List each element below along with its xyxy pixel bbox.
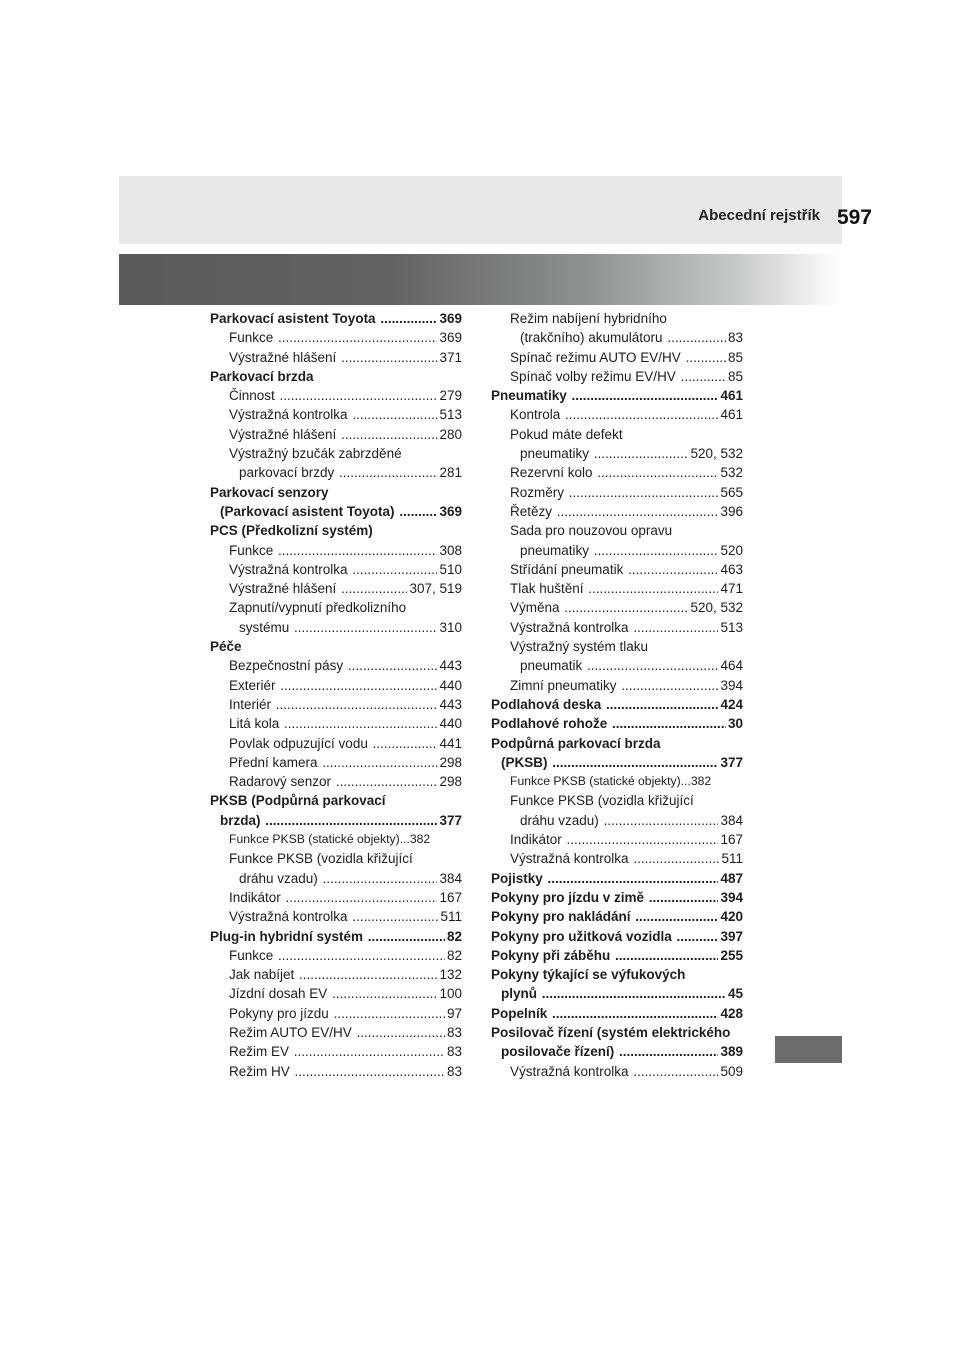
index-entry-text: Přední kamera xyxy=(229,754,318,770)
index-column-right xyxy=(491,309,743,1081)
index-entry xyxy=(210,328,462,347)
index-entry-page: 384 xyxy=(718,811,743,830)
index-entry-page: 424 xyxy=(718,695,743,714)
index-entry xyxy=(210,541,462,560)
index-entry-text: Výstražný bzučák zabrzděné xyxy=(229,446,402,462)
index-entry xyxy=(491,791,743,810)
index-entry-page: 307, 519 xyxy=(407,579,462,598)
index-entry-text: pneumatik xyxy=(520,658,583,674)
index-entry-text: Plug-in hybridní systém xyxy=(210,928,364,944)
index-entry-text: Parkovací brzda xyxy=(210,368,314,384)
index-entry-text: Řetězy xyxy=(510,503,553,519)
index-entry-text: dráhu vzadu) xyxy=(520,812,599,828)
index-entry xyxy=(491,405,743,424)
index-entry xyxy=(491,560,743,579)
index-entry-page: 487 xyxy=(718,869,743,888)
index-entry xyxy=(491,1042,743,1061)
index-entry-text: Sada pro nouzovou opravu xyxy=(510,523,673,539)
index-entry-text: Povlak odpuzující vodu xyxy=(229,735,368,751)
index-entry xyxy=(210,1042,462,1061)
index-entry-text: dráhu vzadu) xyxy=(239,870,318,886)
index-entry-text: Jízdní dosah EV xyxy=(229,986,328,1002)
index-entry-page: 441 xyxy=(437,734,462,753)
index-entry-page: 85 xyxy=(726,348,743,367)
index-entry-text: Funkce PKSB (vozidla křižující xyxy=(510,793,694,809)
index-entry-text: Bezpečnostní pásy xyxy=(229,658,344,674)
index-entry xyxy=(210,849,462,868)
index-entry xyxy=(210,405,462,424)
index-entry xyxy=(491,1004,743,1023)
index-entry-text: pneumatiky xyxy=(520,542,590,558)
index-entry xyxy=(491,695,743,714)
index-entry-page: 565 xyxy=(718,483,743,502)
index-entry-page: 83 xyxy=(726,328,743,347)
index-entry-text: Výstražný systém tlaku xyxy=(510,639,649,655)
index-entry-text: Funkce xyxy=(229,542,274,558)
index-entry xyxy=(210,753,462,772)
index-entry xyxy=(491,425,743,444)
index-entry-text: Činnost xyxy=(229,388,275,404)
index-entry-page: 83 xyxy=(445,1042,462,1061)
index-entry xyxy=(210,444,462,463)
index-entry-text: Exteriér xyxy=(229,677,276,693)
index-entry-text: Pokyny pro nakládání xyxy=(491,909,631,925)
index-entry xyxy=(210,714,462,733)
chapter-tab xyxy=(775,1036,842,1063)
index-entry-text: Rezervní kolo xyxy=(510,465,593,481)
index-entry-text: systému xyxy=(239,619,290,635)
index-entry-text: Pokyny pro jízdu v zimě xyxy=(491,889,645,905)
index-entry-page: 369 xyxy=(437,328,462,347)
index-entry xyxy=(491,348,743,367)
index-entry xyxy=(210,521,462,540)
index-entry-text: Výstražná kontrolka xyxy=(510,619,629,635)
index-entry-page: 443 xyxy=(437,695,462,714)
index-entry-page: 511 xyxy=(438,907,462,926)
index-entry xyxy=(491,830,743,849)
index-entry-page: 471 xyxy=(718,579,743,598)
index-entry-text: Spínač volby režimu EV/HV xyxy=(510,368,676,384)
index-entry-page: 280 xyxy=(437,425,462,444)
index-entry-text: Výstražné hlášení xyxy=(229,426,337,442)
index-entry-text: (PKSB) xyxy=(501,754,548,770)
index-entry xyxy=(210,946,462,965)
index-entry-text: Interiér xyxy=(229,696,272,712)
index-entry xyxy=(210,502,462,521)
index-entry xyxy=(210,984,462,1003)
index-entry-page: 369 xyxy=(437,309,462,328)
index-entry-page: 394 xyxy=(718,888,743,907)
index-entry xyxy=(491,637,743,656)
index-entry-page: 298 xyxy=(437,772,462,791)
index-entry-page: 255 xyxy=(718,946,743,965)
index-entry xyxy=(210,425,462,444)
index-entry-page: 513 xyxy=(437,405,462,424)
index-entry xyxy=(491,772,743,791)
index-entry-text: brzda) xyxy=(220,812,261,828)
index-entry-page: 520, 532 xyxy=(688,598,743,617)
index-entry xyxy=(491,463,743,482)
index-entry-page: 510 xyxy=(437,560,462,579)
index-entry xyxy=(210,656,462,675)
index-entry xyxy=(491,946,743,965)
index-entry-text: Výstražná kontrolka xyxy=(229,561,348,577)
index-entry xyxy=(491,1023,743,1042)
index-entry xyxy=(210,1023,462,1042)
index-entry-text: Režim HV xyxy=(229,1063,290,1079)
index-entry xyxy=(491,386,743,405)
index-entry-page: 85 xyxy=(726,367,743,386)
index-entry-text: Pokyny při záběhu xyxy=(491,947,611,963)
index-entry-text: Funkce PKSB (statické objekty)...382 xyxy=(510,774,712,789)
header-banner xyxy=(119,254,842,305)
index-entry-page: 513 xyxy=(718,618,743,637)
index-entry-page: 298 xyxy=(437,753,462,772)
index-entry xyxy=(491,927,743,946)
index-entry-page: 82 xyxy=(445,927,462,946)
index-entry xyxy=(491,367,743,386)
index-entry xyxy=(210,791,462,810)
index-entry xyxy=(210,869,462,888)
index-entry-text: Jak nabíjet xyxy=(229,967,295,983)
index-entry-page: 463 xyxy=(718,560,743,579)
index-entry xyxy=(491,656,743,675)
index-entry-text: Funkce xyxy=(229,330,274,346)
index-entry-text: (Parkovací asistent Toyota) xyxy=(220,503,395,519)
index-entry xyxy=(210,637,462,656)
index-entry xyxy=(210,598,462,617)
index-entry-page: 371 xyxy=(437,348,462,367)
index-entry xyxy=(210,811,462,830)
index-entry-text: Indikátor xyxy=(229,889,281,905)
index-entry-text: Péče xyxy=(210,639,242,655)
page-number: 597 xyxy=(836,206,872,229)
index-entry xyxy=(210,348,462,367)
index-column-left xyxy=(210,309,462,1081)
index-entry-page: 443 xyxy=(437,656,462,675)
index-entry xyxy=(210,888,462,907)
index-entry xyxy=(210,830,462,849)
index-entry-text: Podpůrná parkovací brzda xyxy=(491,735,661,751)
index-entry-text: Podlahové rohože xyxy=(491,716,608,732)
index-entry-text: Režim AUTO EV/HV xyxy=(229,1024,352,1040)
index-entry-text: PKSB (Podpůrná parkovací xyxy=(210,793,386,809)
index-entry-page: 167 xyxy=(437,888,462,907)
index-entry xyxy=(491,309,743,328)
index-entry xyxy=(491,965,743,984)
index-entry-text: Výměna xyxy=(510,600,560,616)
index-entry xyxy=(210,907,462,926)
index-entry-page: 279 xyxy=(437,386,462,405)
index-entry xyxy=(210,309,462,328)
index-entry-page: 83 xyxy=(445,1023,462,1042)
index-entry-page: 396 xyxy=(718,502,743,521)
index-entry-text: Zapnutí/vypnutí předkolizního xyxy=(229,600,407,616)
index-entry-page: 308 xyxy=(437,541,462,560)
index-entry xyxy=(210,579,462,598)
index-entry xyxy=(210,965,462,984)
index-entry xyxy=(210,560,462,579)
index-entry-page: 428 xyxy=(718,1004,743,1023)
index-entry-page: 464 xyxy=(718,656,743,675)
index-entry-page: 310 xyxy=(437,618,462,637)
index-entry xyxy=(210,367,462,386)
index-entry xyxy=(491,811,743,830)
index-entry xyxy=(491,888,743,907)
index-entry-page: 511 xyxy=(719,849,743,868)
index-entry-text: Funkce PKSB (vozidla křižující xyxy=(229,851,413,867)
index-entry xyxy=(491,753,743,772)
index-entry xyxy=(491,521,743,540)
index-entry-text: Pneumatiky xyxy=(491,388,567,404)
index-entry-page: 397 xyxy=(718,927,743,946)
index-entry-text: Parkovací senzory xyxy=(210,484,329,500)
index-entry-text: Pokyny týkající se výfukových xyxy=(491,967,686,983)
index-entry xyxy=(491,541,743,560)
index-entry-text: parkovací brzdy xyxy=(239,465,335,481)
index-entry xyxy=(491,676,743,695)
index-entry-page: 440 xyxy=(437,676,462,695)
index-entry-text: Podlahová deska xyxy=(491,696,602,712)
index-entry-text: Střídání pneumatik xyxy=(510,561,624,577)
index-entry xyxy=(210,1062,462,1081)
index-entry-page: 509 xyxy=(718,1062,743,1081)
index-entry-page: 30 xyxy=(726,714,743,733)
index-entry xyxy=(491,444,743,463)
index-entry-text: Výstražná kontrolka xyxy=(229,909,348,925)
index-entry-text: Pokud máte defekt xyxy=(510,426,623,442)
index-entry-text: Režim EV xyxy=(229,1044,290,1060)
index-entry-text: Litá kola xyxy=(229,716,280,732)
index-entry-page: 377 xyxy=(718,753,743,772)
index-entry-page: 520, 532 xyxy=(688,444,743,463)
index-entry-text: Výstražné hlášení xyxy=(229,349,337,365)
index-entry-page: 97 xyxy=(445,1004,462,1023)
index-entry-text: posilovače řízení) xyxy=(501,1044,615,1060)
index-entry xyxy=(210,772,462,791)
index-entry-page: 167 xyxy=(718,830,743,849)
index-entry xyxy=(491,579,743,598)
index-entry-text: Výstražná kontrolka xyxy=(510,851,629,867)
index-entry xyxy=(491,714,743,733)
index-entry-page: 461 xyxy=(718,386,743,405)
index-entry xyxy=(491,907,743,926)
index-entry-text: Kontrola xyxy=(510,407,561,423)
index-entry-text: pneumatiky xyxy=(520,446,590,462)
index-entry-page: 100 xyxy=(437,984,462,1003)
index-entry-page: 394 xyxy=(718,676,743,695)
index-entry-page: 377 xyxy=(437,811,462,830)
index-entry-text: Výstražná kontrolka xyxy=(229,407,348,423)
index-entry-page: 440 xyxy=(437,714,462,733)
index-entry xyxy=(210,676,462,695)
index-entry-page: 420 xyxy=(718,907,743,926)
index-entry xyxy=(210,1004,462,1023)
index-entry-page: 83 xyxy=(445,1062,462,1081)
index-entry xyxy=(491,618,743,637)
index-entry-text: Výstražná kontrolka xyxy=(510,1063,629,1079)
index-entry-text: Parkovací asistent Toyota xyxy=(210,311,376,326)
index-entry xyxy=(491,598,743,617)
index-entry-text: Radarový senzor xyxy=(229,774,332,790)
index-entry-page: 461 xyxy=(718,405,743,424)
index-entry xyxy=(491,849,743,868)
index-entry xyxy=(491,984,743,1003)
index-entry-text: Spínač režimu AUTO EV/HV xyxy=(510,349,681,365)
index-entry xyxy=(491,1062,743,1081)
index-entry-text: Režim nabíjení hybridního xyxy=(510,311,667,326)
index-entry xyxy=(210,734,462,753)
index-entry-text: Výstražné hlášení xyxy=(229,581,337,597)
index-entry-text: Rozměry xyxy=(510,484,565,500)
index-entry-text: Pokyny pro užitková vozidla xyxy=(491,928,672,944)
index-entry-page: 132 xyxy=(437,965,462,984)
index-entry-text: Pojistky xyxy=(491,870,543,886)
index-entry xyxy=(491,502,743,521)
index-entry-page: 384 xyxy=(437,869,462,888)
index-entry-text: PCS (Předkolizní systém) xyxy=(210,523,373,539)
index-entry-text: plynů xyxy=(501,986,537,1002)
index-entry-page: 45 xyxy=(726,984,743,1003)
index-entry-text: Funkce PKSB (statické objekty)...382 xyxy=(229,832,431,847)
index-entry xyxy=(491,328,743,347)
index-entry xyxy=(210,463,462,482)
index-entry xyxy=(491,869,743,888)
index-entry xyxy=(210,927,462,946)
index-entry xyxy=(491,734,743,753)
index-entry-text: Popelník xyxy=(491,1005,548,1021)
index-entry-page: 82 xyxy=(445,946,462,965)
index-entry-text: (trakčního) akumulátoru xyxy=(520,330,663,346)
index-entry-text: Indikátor xyxy=(510,832,562,848)
index-entry-page: 369 xyxy=(437,502,462,521)
index-entry-page: 520 xyxy=(718,541,743,560)
index-entry xyxy=(210,618,462,637)
section-title: Abecední rejstřík xyxy=(698,207,820,224)
index-entry-page: 281 xyxy=(437,463,462,482)
index-entry-text: Zimní pneumatiky xyxy=(510,677,617,693)
index-entry-text: Tlak huštění xyxy=(510,581,584,597)
index-entry xyxy=(210,483,462,502)
index-entry-page: 389 xyxy=(718,1042,743,1061)
index-entry xyxy=(491,483,743,502)
index-entry-text: Posilovač řízení (systém elektrického xyxy=(491,1024,731,1040)
index-entry-text: Pokyny pro jízdu xyxy=(229,1005,329,1021)
index-entry-page: 532 xyxy=(718,463,743,482)
index-entry xyxy=(210,695,462,714)
index-entry-text: Funkce xyxy=(229,947,274,963)
index-entry xyxy=(210,386,462,405)
